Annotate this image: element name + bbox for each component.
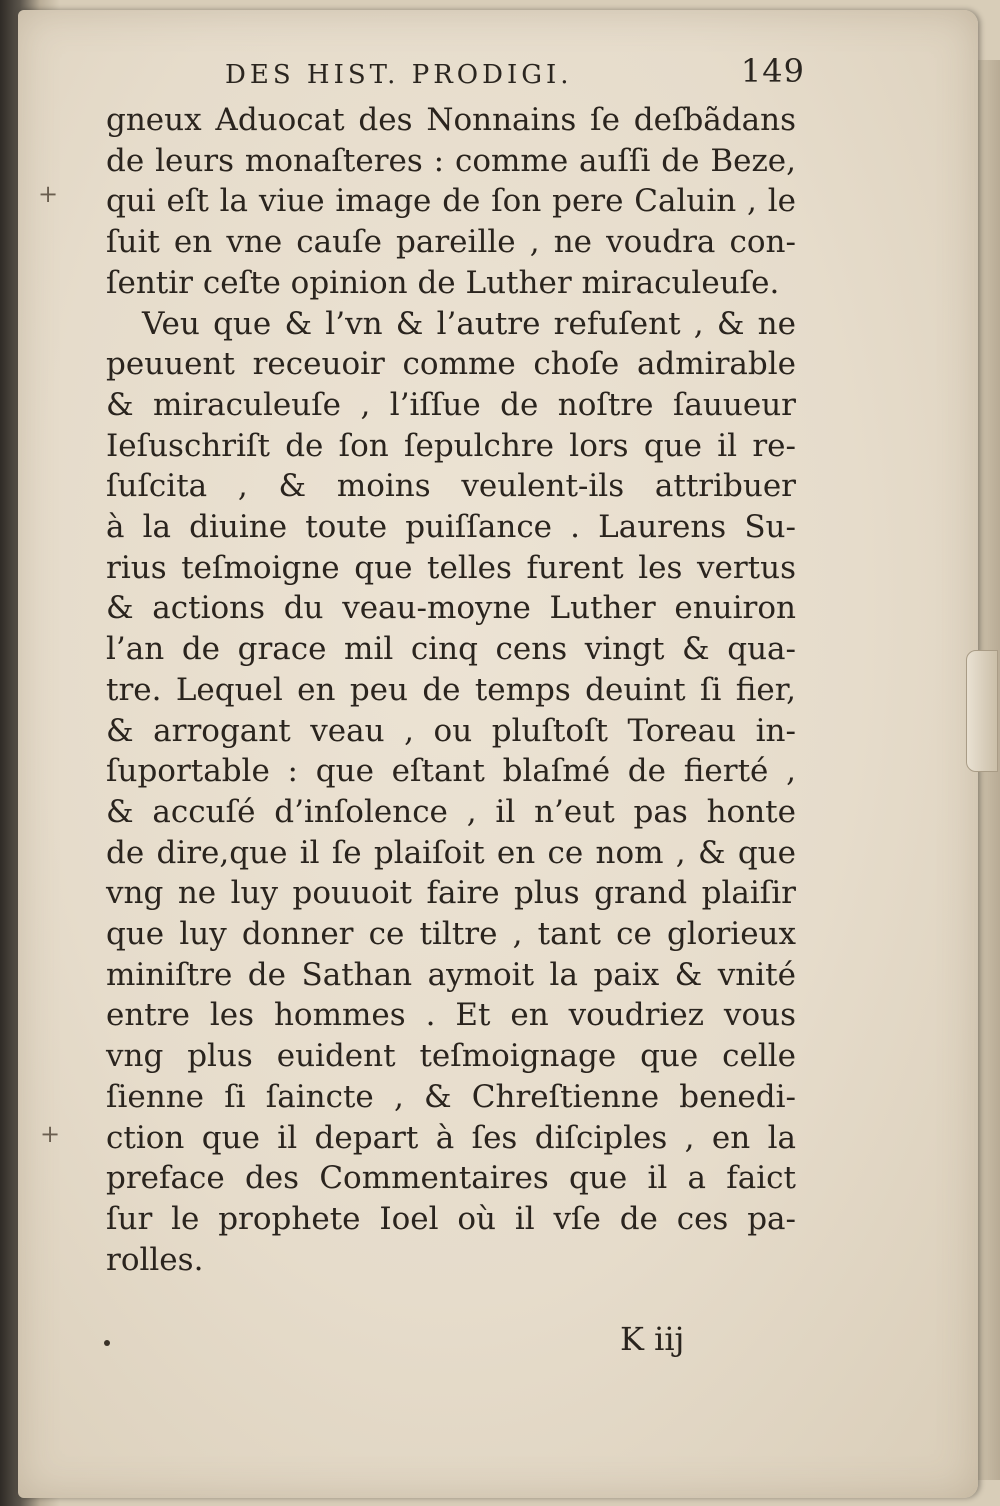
text-line: de leurs monaſteres : comme auſſi de Beze,: [106, 142, 796, 179]
text-line: vng ne luy pouuoit faire plus grand plaiſir: [106, 875, 796, 912]
text-line: tre. Lequel en peu de temps deuint ſi fier,: [106, 671, 796, 708]
text-line: l’an de grace mil cinq cens vingt & qua-: [106, 631, 796, 668]
text-line: & arrogant veau , ou pluſtoſt Toreau in-: [106, 712, 796, 749]
running-head: DES HIST. PRODIGI.: [225, 60, 573, 90]
text-line: miniſtre de Sathan aymoit la paix & vnité: [106, 956, 796, 993]
text-line: ſur le prophete Ioel où il vſe de ces pa-: [106, 1200, 796, 1237]
text-line: qui eſt la viue image de ſon pere Caluin , le: [106, 183, 796, 220]
page-number: 149: [740, 52, 805, 90]
text-line: Veu que & l’vn & l’autre refuſent , & ne: [142, 305, 796, 342]
margin-mark: +: [40, 1120, 61, 1148]
text-line: de dire,que il ſe plaiſoit en ce nom , & que: [106, 834, 796, 871]
text-line: ſienne ſi ſaincte , & Chreſtienne benedi-: [106, 1078, 796, 1115]
text-line: Ieſuschriſt de ſon ſepulchre lors que il re-: [106, 427, 796, 464]
body-text: [106, 100, 796, 1280]
text-line: vng plus euident teſmoignage que celle: [106, 1038, 796, 1075]
ink-dot: [104, 1340, 110, 1346]
text-line: que luy donner ce tiltre , tant ce glorieux: [106, 916, 796, 953]
text-line: ction que il depart à ſes diſciples , en la: [106, 1119, 796, 1156]
text-line: ſuportable : que eſtant blaſmé de fierté ,: [106, 753, 796, 790]
text-line: à la diuine toute puiſſance . Laurens Su-: [106, 509, 796, 546]
text-line: ſentir ceſte opinion de Luther miraculeuſe.: [106, 264, 780, 301]
text-line: rolles.: [106, 1241, 204, 1278]
margin-mark: +: [38, 180, 59, 208]
text-line: & accuſé d’inſolence , il n’eut pas honte: [106, 793, 796, 830]
text-line: & actions du veau-moyne Luther enuiron: [106, 590, 796, 627]
page-header: [225, 52, 805, 96]
text-line: & miraculeuſe , l’iſſue de noſtre ſauueur: [106, 386, 796, 423]
text-line: ſuſcita , & moins veulent-ils attribuer: [106, 468, 796, 505]
text-line: ſuit en vne cauſe pareille , ne voudra con-: [106, 224, 796, 261]
clasp-tab: [966, 650, 998, 772]
text-line: preface des Commentaires que il a faict: [106, 1160, 796, 1197]
text-line: gneux Aduocat des Nonnains ſe deſbãdans: [106, 102, 796, 138]
signature-mark: K iij: [620, 1320, 685, 1358]
text-line: rius teſmoigne que telles furent les vertus: [106, 549, 796, 586]
text-line: entre les hommes . Et en voudriez vous: [106, 997, 796, 1034]
text-line: peuuent receuoir comme choſe admirable: [106, 346, 796, 383]
